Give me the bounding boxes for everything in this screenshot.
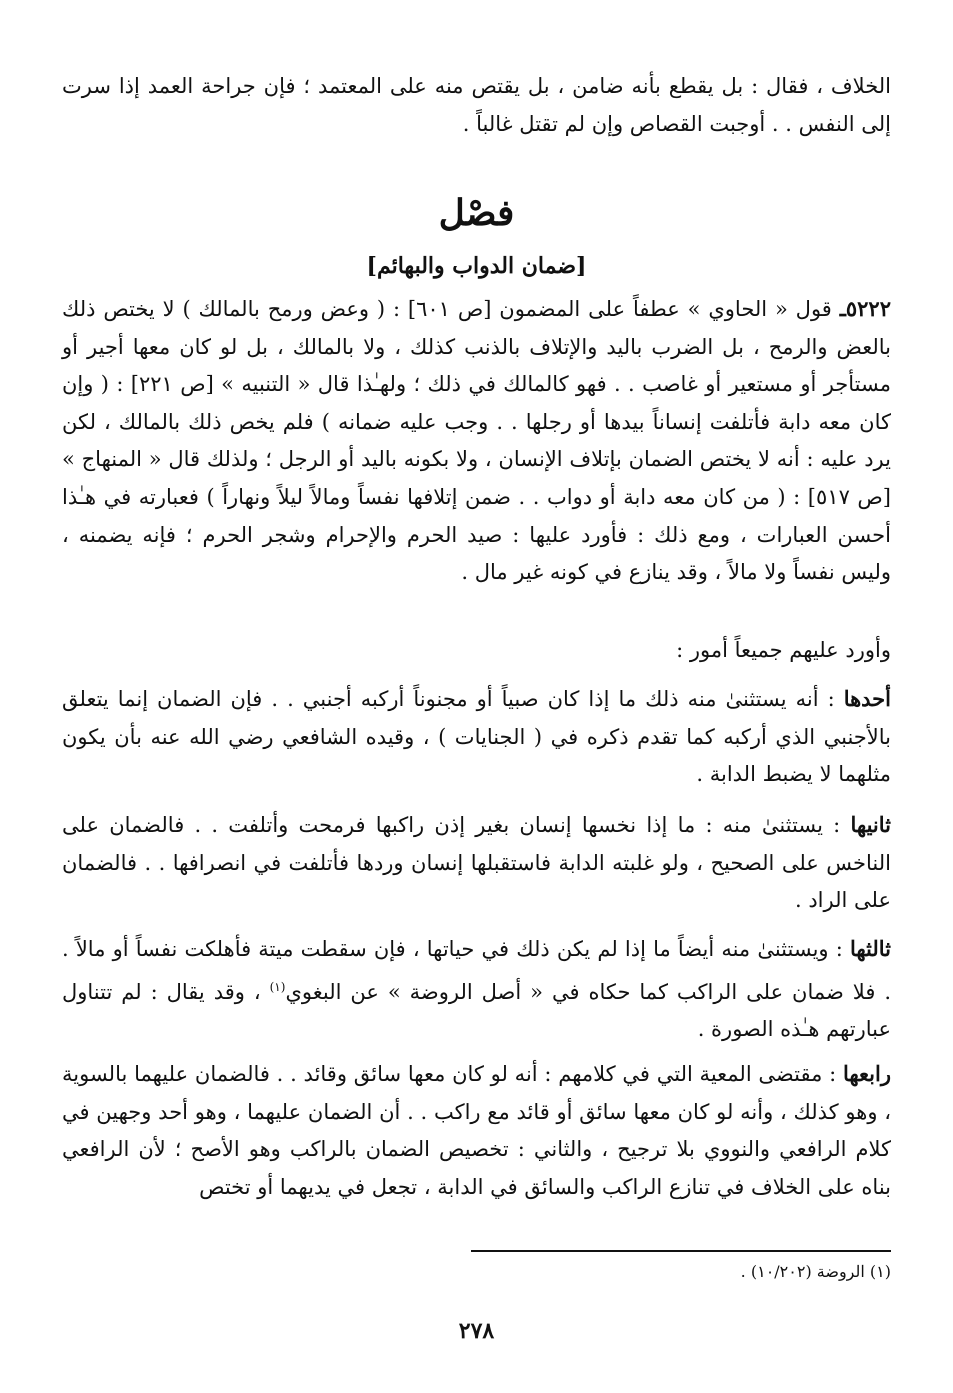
paragraph-text: قول « الحاوي » عطفاً على المضمون [ص ٦٠١] : ( وعض ورمح بالمالك ) لا يختص ذلك بالعض والرمح ، بل الضرب باليد والإتلاف بالذنب كذلك ، ولا بالمالك ، بل لو كان معها أجير أو مستأجر أو مستعير أو غاصب . . فهو كالمالك في ذلك ؛ ولهـٰذا قال « التنبيه » [ص ٢٢١] : ( وإن كان معه دابة فأتلفت إنساناً بيدها أو رجلها . . وجب عليه ضمانه ) فلم يخص ذلك بالمالك ، لكن يرد عليه : أنه لا يختص الضمان بإتلاف الإنسان ، ولا بكونه باليد أو الرجل ؛ ولذلك قال « المنهاج » [ص ٥١٧] : ( من كان معه دابة أو دواب . . ضمن إتلافها نفساً ومالاً ليلاً ونهاراً ) فعبارته في هـٰذا أحسن العبارات ، ومع ذلك : فأورد عليها : صيد الحرم والإحرام وشجر الحرم ؛ فإنه يضمنه ، وليس نفساً ولا مالاً ، وقد ينازع في كونه غير مال . [62, 297, 892, 585]
paragraph-text: : مقتضى المعية التي في كلامهم : أنه لو كان معها سائق وقائد . . فالضمان عليهما بالسوية ، وهو كذلك ، وأنه لو كان معها سائق أو قائد مع راكب . . أن الضمان عليهما ، وهو أحد وجهين في كلام الرافعي والنووي بلا ترجيح ، والثاني : تخصيص الضمان بالراكب وهو الأصح ؛ لأن الرافعي بناه على الخلاف في تنازع الراكب والسائق في الدابة ، تجعل في يديهما أو تختص [62, 1062, 891, 1199]
paragraph-text: : ويستثنىٰ منه أيضاً ما إذا لم يكن ذلك في حياتها ، فإن سقطت ميتة فأهلكت نفساً أو مالاً . . فلا ضمان على الراكب كما حكاه في « أصل الروضة » عن البغوي [62, 937, 892, 1004]
objection-second [62, 806, 891, 920]
paragraph-text: : أنه يستثنىٰ منه ذلك ما إذا كان صبياً أو مجنوناً أركبه أجنبي . . فإن الضمان إنما يتعلق بالأجنبي الذي أركبه كما تقدم ذكره في ( الجنايات ) ، وقيده الشافعي رضي الله عنه بأن يكون مثلهما لا يضبط الدابة . [62, 687, 891, 787]
paragraph-number: ٥٢٢٢ـ [839, 296, 891, 321]
section-ornament: فصْل [438, 192, 515, 234]
page-number: ٢٧٨ [458, 1318, 495, 1344]
objections-intro [62, 632, 891, 670]
objection-lead: رابعها [842, 1061, 891, 1086]
intro-paragraph [62, 68, 891, 143]
paragraph-text: وأورد عليهم جميعاً أمور : [676, 638, 891, 662]
objection-lead: ثالثها [849, 936, 891, 961]
objection-fourth [62, 1055, 891, 1206]
paragraph-text: : يستثنىٰ منه : ما إذا نخسها إنسان بغير إذن راكبها فرمحت وأتلفت . . فالضمان على الناخس على الصحيح ، ولو غلبته الدابة فاستقبلها إنسان وردها فأتلفت في انصرافها . . فالضمان على الراد . [62, 813, 891, 913]
objection-lead: ثانيها [850, 812, 891, 837]
footnote: (١) الروضة (١٠/٢٠٢) . [740, 1262, 891, 1281]
footnote-reference[interactable]: (١) [269, 979, 286, 994]
paragraph-5222 [62, 290, 891, 592]
paragraph-text: ، وقد يقال : لم تتناول عبارتهم هـٰذه الصورة . [62, 979, 891, 1042]
footnote-divider [471, 1250, 891, 1252]
intro-text: الخلاف ، فقال : بل يقطع بأنه ضامن ، بل يقتص منه على المعتمد ؛ فإن جراحة العمد إذا سرت إلى النفس . . أوجبت القصاص وإن لم تقتل غالباً . [62, 74, 891, 136]
objection-first [62, 680, 891, 794]
objection-third [62, 930, 891, 1049]
objection-lead: أحدها [843, 686, 891, 711]
section-title: [ضمان الدواب والبهائم] [366, 253, 587, 279]
